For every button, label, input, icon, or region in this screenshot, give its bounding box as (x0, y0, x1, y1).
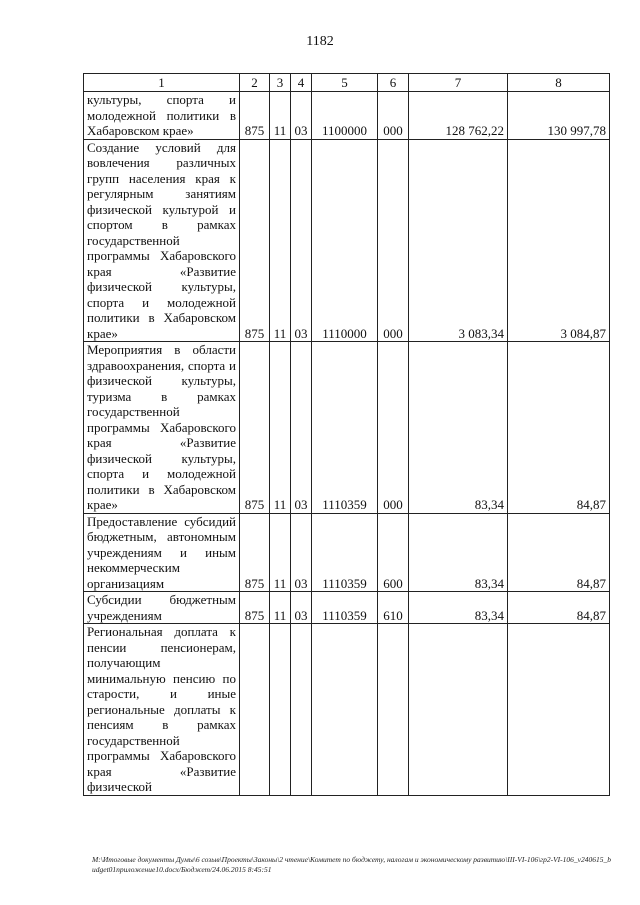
row-name: Создание условий для вовлечения различных групп населения края к регулярным занятиям физической культурой и спортом в рамках государственной программы Хабаровского края «Развитие физической культуры, спорта и молодежной политики в Хабаровском крае» (84, 139, 240, 342)
row-col-7: 83,34 (409, 513, 508, 592)
row-col-3 (270, 624, 291, 796)
header-col-6: 6 (378, 74, 409, 92)
row-col-7: 3 083,34 (409, 139, 508, 342)
row-col-3: 11 (270, 92, 291, 140)
row-col-5: 1100000 (312, 92, 378, 140)
header-col-4: 4 (291, 74, 312, 92)
row-col-8: 130 997,78 (508, 92, 610, 140)
row-col-5: 1110000 (312, 139, 378, 342)
row-col-2: 875 (240, 592, 270, 624)
row-col-5: 1110359 (312, 513, 378, 592)
row-col-2: 875 (240, 513, 270, 592)
row-col-7: 128 762,22 (409, 92, 508, 140)
row-col-6 (378, 624, 409, 796)
row-col-4: 03 (291, 592, 312, 624)
row-col-6: 610 (378, 592, 409, 624)
table-row (84, 342, 610, 514)
row-col-3: 11 (270, 592, 291, 624)
row-name: Региональная доплата к пенсии пенсионерам, получающим минимальную пенсию по старости, и иные региональные доплаты к пенсиям в рамках государственной программы Хабаровского края «Развитие физической (84, 624, 240, 796)
table-row (84, 624, 610, 796)
header-col-8: 8 (508, 74, 610, 92)
footer-file-path: M:\Итоговые документы Думы\6 созыв\Проекты\Законы\2 чтение\Комитет по бюджету, налогам и экономическому развитию\III-VI-106\гр2-VI-106_v240615_budget01приложение10.docx/Бюджет/24.06.2015 8:45:51 (92, 855, 612, 874)
row-col-7 (409, 624, 508, 796)
row-col-8: 84,87 (508, 342, 610, 514)
table-row (84, 92, 610, 140)
row-col-4: 03 (291, 342, 312, 514)
row-col-8 (508, 624, 610, 796)
header-col-5: 5 (312, 74, 378, 92)
row-name: культуры, спорта и молодежной политики в Хабаровском крае» (84, 92, 240, 140)
row-col-3: 11 (270, 513, 291, 592)
header-col-7: 7 (409, 74, 508, 92)
row-name: Субсидии бюджетным учреждениям (84, 592, 240, 624)
table-header-row (84, 74, 610, 92)
row-name: Мероприятия в области здравоохранения, спорта и физической культуры, туризма в рамках государственной программы Хабаровского края «Развитие физической культуры, спорта и молодежной политики в Хабаровском крае» (84, 342, 240, 514)
row-name: Предоставление субсидий бюджетным, автономным учреждениям и иным некоммерческим организациям (84, 513, 240, 592)
row-col-5: 1110359 (312, 592, 378, 624)
row-col-4: 03 (291, 513, 312, 592)
row-col-8: 84,87 (508, 513, 610, 592)
row-col-8: 84,87 (508, 592, 610, 624)
row-col-6: 000 (378, 139, 409, 342)
row-col-7: 83,34 (409, 592, 508, 624)
header-col-1: 1 (84, 74, 240, 92)
row-col-5 (312, 624, 378, 796)
row-col-6: 000 (378, 92, 409, 140)
row-col-7: 83,34 (409, 342, 508, 514)
row-col-4: 03 (291, 139, 312, 342)
row-col-8: 3 084,87 (508, 139, 610, 342)
row-col-6: 000 (378, 342, 409, 514)
row-col-3: 11 (270, 139, 291, 342)
row-col-2: 875 (240, 139, 270, 342)
row-col-6: 600 (378, 513, 409, 592)
row-col-2 (240, 624, 270, 796)
table-row (84, 139, 610, 342)
row-col-5: 1110359 (312, 342, 378, 514)
row-col-2: 875 (240, 92, 270, 140)
header-col-2: 2 (240, 74, 270, 92)
row-col-4 (291, 624, 312, 796)
page-number: 1182 (306, 34, 334, 49)
table-row (84, 513, 610, 592)
table-row (84, 592, 610, 624)
budget-table (83, 73, 610, 796)
row-col-2: 875 (240, 342, 270, 514)
row-col-4: 03 (291, 92, 312, 140)
header-col-3: 3 (270, 74, 291, 92)
row-col-3: 11 (270, 342, 291, 514)
